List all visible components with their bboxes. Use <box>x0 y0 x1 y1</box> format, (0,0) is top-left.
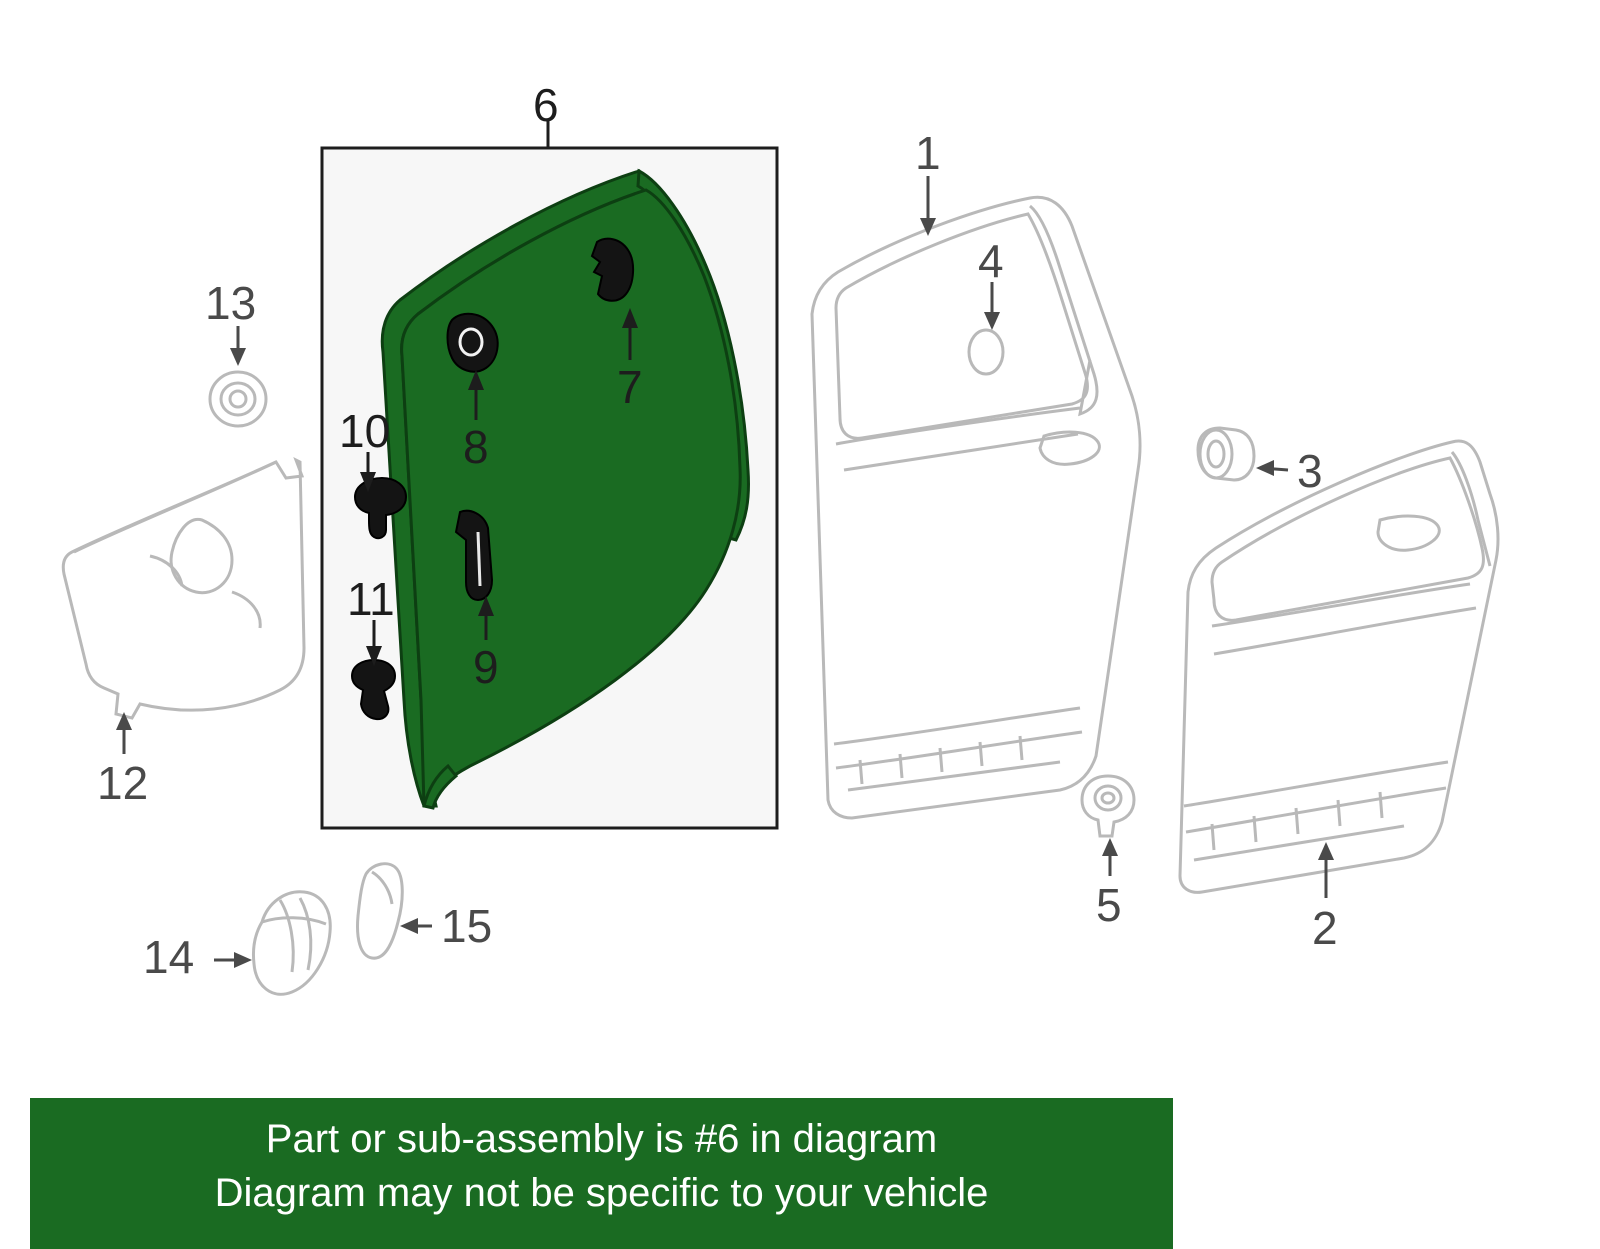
callout-label-13: 13 <box>205 277 257 329</box>
callout-label-2: 2 <box>1312 902 1338 954</box>
callout-label-4: 4 <box>978 235 1004 287</box>
part-13-grommet <box>210 372 266 426</box>
callout-label-5: 5 <box>1096 879 1122 931</box>
part-15-cover <box>358 864 403 958</box>
part-1-door-outline <box>812 197 1140 818</box>
part-5-plug <box>1082 776 1134 836</box>
banner-line-2: Diagram may not be specific to your vehicle <box>214 1171 989 1215</box>
callout-label-12: 12 <box>97 757 149 809</box>
callout-label-10: 10 <box>339 405 391 457</box>
callout-label-11: 11 <box>347 573 395 625</box>
part-14-cap <box>253 892 330 994</box>
part-3-bushing <box>1198 428 1254 480</box>
callout-label-6: 6 <box>533 79 559 131</box>
callout-label-9: 9 <box>473 641 499 693</box>
banner-line-1: Part or sub-assembly is #6 in diagram <box>265 1117 938 1161</box>
part-8-clip <box>448 314 498 372</box>
callout-label-1: 1 <box>915 127 941 179</box>
callout-label-3: 3 <box>1297 445 1323 497</box>
callout-label-7: 7 <box>617 361 643 413</box>
callout-label-14: 14 <box>143 931 195 983</box>
part-4-hole <box>969 330 1003 374</box>
part-7-clip <box>592 239 633 301</box>
callout-label-8: 8 <box>463 421 489 473</box>
part-12-panel-outline <box>63 460 304 718</box>
part-notice-banner <box>30 1098 1173 1249</box>
part-2-door-outline <box>1180 441 1498 892</box>
callout-label-15: 15 <box>441 900 493 952</box>
